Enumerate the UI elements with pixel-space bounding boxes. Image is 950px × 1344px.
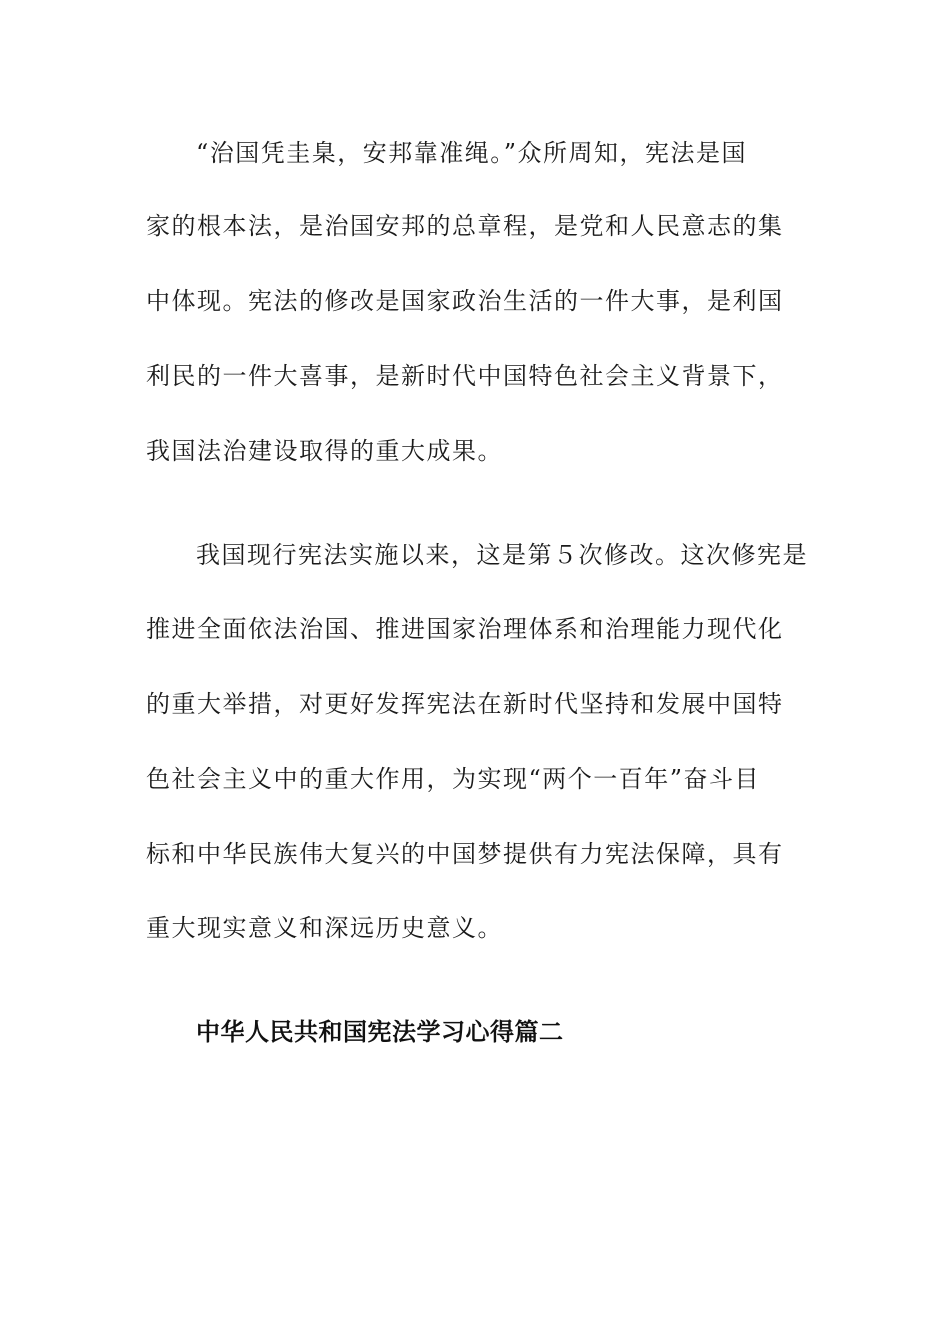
paragraph-line: 我国法治建设取得的重大成果。: [146, 437, 503, 465]
paragraph-line: 色社会主义中的重大作用，为实现“两个一百年”奋斗目: [146, 765, 761, 793]
paragraph-line: 推进全面依法治国、推进国家治理体系和治理能力现代化: [146, 615, 784, 643]
paragraph-line: 家的根本法，是治国安邦的总章程，是党和人民意志的集: [146, 212, 784, 240]
paragraph-line: 我国现行宪法实施以来，这是第５次修改。这次修宪是: [196, 541, 808, 569]
paragraph-line: 标和中华民族伟大复兴的中国梦提供有力宪法保障，具有: [146, 840, 784, 868]
paragraph-line: 重大现实意义和深远历史意义。: [146, 914, 503, 942]
paragraph-line: “治国凭圭臬，安邦靠准绳。”众所周知，宪法是国: [196, 139, 748, 167]
paragraph-line: 利民的一件大喜事，是新时代中国特色社会主义背景下，: [146, 362, 784, 390]
paragraph-line: 的重大举措，对更好发挥宪法在新时代坚持和发展中国特: [146, 690, 784, 718]
paragraph-line: 中体现。宪法的修改是国家政治生活的一件大事，是利国: [146, 287, 784, 315]
section-heading: 中华人民共和国宪法学习心得篇二: [196, 1018, 564, 1046]
